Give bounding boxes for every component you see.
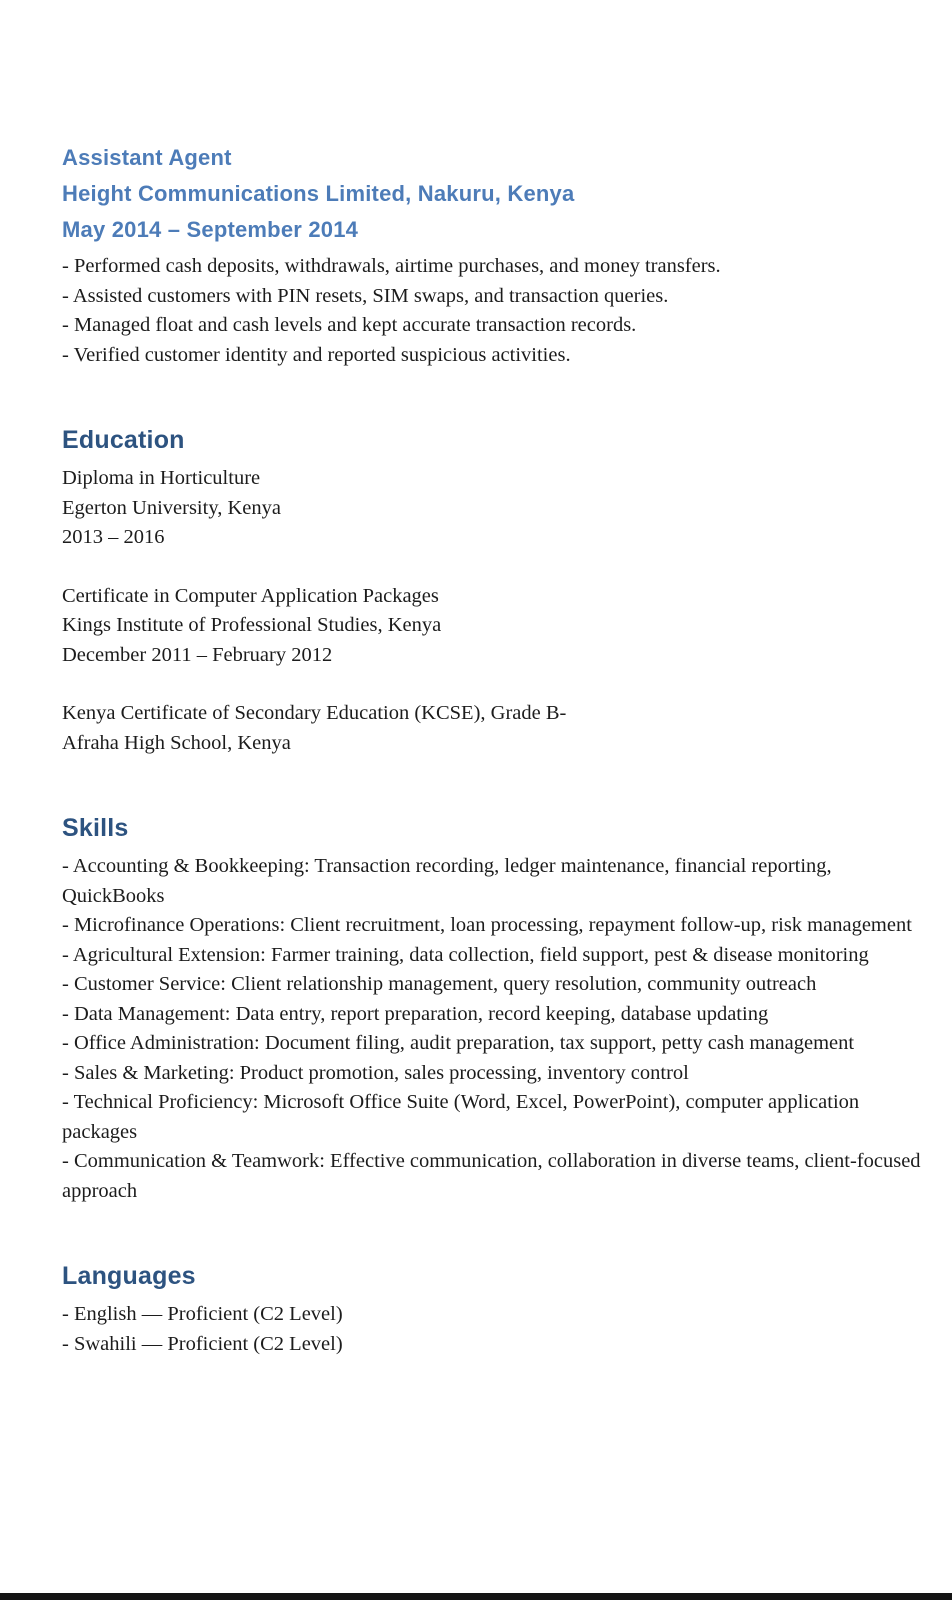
education-degree: Kenya Certificate of Secondary Education (KCSE), Grade B- [62,702,567,724]
skill-item: - Office Administration: Document filing, audit preparation, tax support, petty cash management [62,1032,855,1054]
skill-item: - Data Management: Data entry, report preparation, record keeping, database updating [62,1002,769,1025]
skills-list [62,852,928,1206]
education-school: Egerton University, Kenya [62,496,281,519]
education-heading: Education [62,426,185,454]
experience-bullet: - Assisted customers with PIN resets, SIM swaps, and transaction queries. [62,284,669,307]
experience-bullet: - Verified customer identity and reported suspicious activities. [62,343,571,366]
language-item: - English — Proficient (C2 Level) [62,1303,343,1325]
education-school: Kings Institute of Professional Studies, Kenya [62,614,442,636]
job-dates: May 2014 – September 2014 [62,217,359,242]
languages-heading: Languages [62,1262,196,1290]
experience-section [62,140,928,370]
languages-list [62,1300,928,1359]
skill-item: - Customer Service: Client relationship management, query resolution, community outreach [62,973,817,995]
job-company: Height Communications Limited, Nakuru, Kenya [62,181,575,206]
education-dates: December 2011 – February 2012 [62,643,333,666]
skill-item: - Technical Proficiency: Microsoft Office Suite (Word, Excel, PowerPoint), computer application packages [62,1091,860,1143]
education-entry [62,699,928,758]
job-title: Assistant Agent [62,145,232,170]
education-degree: Certificate in Computer Application Packages [62,584,439,607]
skills-section [62,812,928,1206]
skills-heading: Skills [62,814,129,842]
experience-bullet: - Performed cash deposits, withdrawals, airtime purchases, and money transfers. [62,255,721,277]
experience-bullet-list [62,252,928,370]
skill-item: - Communication & Teamwork: Effective communication, collaboration in diverse teams, client-focused approach [62,1150,921,1202]
education-dates: 2013 – 2016 [62,526,165,548]
skill-item: - Accounting & Bookkeeping: Transaction recording, ledger maintenance, financial reporting, QuickBooks [62,855,832,907]
skill-item: - Microfinance Operations: Client recruitment, loan processing, repayment follow-up, risk management [62,914,912,936]
education-entry [62,464,928,553]
education-entry [62,582,928,671]
skill-item: - Sales & Marketing: Product promotion, sales processing, inventory control [62,1061,689,1084]
education-degree: Diploma in Horticulture [62,467,261,489]
languages-section [62,1260,928,1359]
education-school: Afraha High School, Kenya [62,731,291,754]
experience-bullet: - Managed float and cash levels and kept accurate transaction records. [62,314,637,336]
education-section [62,424,928,758]
skill-item: - Agricultural Extension: Farmer training, data collection, field support, pest & disease monitoring [62,943,869,966]
bottom-bar [0,1593,952,1600]
language-item: - Swahili — Proficient (C2 Level) [62,1332,343,1355]
